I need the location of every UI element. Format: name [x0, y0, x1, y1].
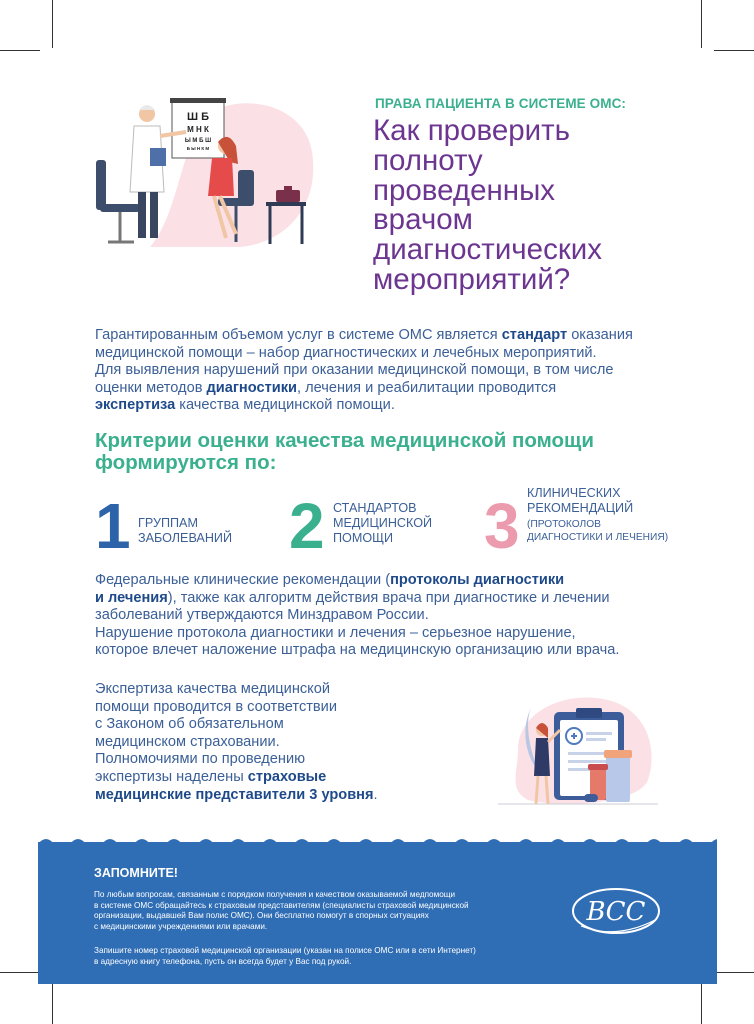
section-kicker: ПРАВА ПАЦИЕНТА В СИСТЕМЕ ОМС: [375, 96, 627, 111]
vss-logo [569, 882, 663, 940]
title-line: врачом [373, 203, 473, 237]
eye-chart-row-2: М Н К [187, 125, 209, 134]
crop-mark [52, 0, 53, 48]
text-line: Экспертиза качества медицинской [95, 681, 330, 697]
banner-heading: ЗАПОМНИТЕ! [94, 866, 178, 880]
text: оценки методов [95, 379, 207, 396]
text: ), также как алгоритм действия врача при диагностике и лечении [167, 589, 610, 606]
expertise-paragraph [95, 681, 378, 804]
text: , лечения и реабилитации проводится [296, 379, 557, 396]
criteria-label: СТАНДАРТОВ МЕДИЦИНСКОЙ ПОМОЩИ [333, 501, 433, 545]
text-line: медицинском страховании. [95, 733, 280, 750]
bold-text: и лечения [95, 589, 168, 606]
title-line: мероприятий? [373, 262, 571, 296]
doctor-eye-exam-illustration [90, 92, 320, 252]
text-line: помощи проводится в соответствии [95, 698, 337, 715]
federal-paragraph [95, 572, 619, 660]
crop-mark [701, 0, 702, 48]
text: Гарантированным объемом услуг в системе ОМС является [95, 327, 502, 343]
crop-mark [714, 972, 754, 973]
text: качества медицинской помощи. [175, 397, 395, 414]
intro-paragraph [95, 327, 633, 415]
title-line: полноту [373, 143, 483, 177]
crop-mark [0, 972, 40, 973]
eye-chart-row-4: Б Ы Н К М [186, 146, 210, 151]
text: Федеральные клинические рекомендации ( [95, 572, 391, 588]
text-line: которое влечет наложение штрафа на медицинскую организацию или врача. [95, 642, 620, 659]
criteria-number: 2 [289, 490, 325, 562]
text: экспертизы наделены [95, 768, 248, 785]
criteria-item-3 [484, 486, 684, 562]
criteria-label: КЛИНИЧЕСКИХ РЕКОМЕНДАЦИЙ (ПРОТОКОЛОВ ДИАГНОСТИКИ И ЛЕЧЕНИЯ) [527, 486, 669, 543]
bold-text: медицинские представители 3 уровня [95, 786, 374, 803]
bold-text: протоколы диагностики [390, 572, 565, 588]
clipboard-illustration [498, 690, 658, 810]
criteria-item-2 [289, 490, 469, 562]
banner-body [38, 842, 717, 984]
banner-paragraph-2: Запишите номер страховой медицинской организации (указан на полисе ОМС или в сети Интернет) в адресную книгу телефона, пусть он всегда будет у Вас под рукой. [94, 946, 476, 966]
text-line: с Законом об обязательном [95, 716, 284, 733]
title-line: Как проверить [373, 114, 570, 147]
crop-mark [714, 50, 754, 51]
heading-line: Критерии оценки качества медицинской помощи [95, 429, 594, 452]
title-line: проведенных [373, 173, 556, 207]
text-line: Для выявления нарушений при оказании медицинской помощи, в том числе [95, 362, 614, 379]
banner-paragraph-1: По любым вопросам, связанным с порядком получения и качеством оказываемой медпомощи в системе ОМС обращайтесь к страховым представителям (специалисты страховой медицинской организации, выдавшей Вам полис ОМС). Они бесплатно помогут в спорных ситуациях с медицинскими учреждениями или врачами. [94, 890, 469, 931]
text-line: медицинской помощи – набор диагностических и лечебных мероприятий. [95, 344, 597, 361]
criteria-item-1 [95, 490, 275, 562]
text: оказания [567, 327, 633, 343]
heading-line: формируются по: [95, 451, 277, 474]
text-line: Полномочиями по проведению [95, 751, 306, 768]
page-title [373, 116, 733, 295]
criteria-label: ГРУППАМ ЗАБОЛЕВАНИЙ [138, 516, 233, 545]
text: . [373, 786, 378, 803]
text-line: Нарушение протокола диагностики и лечения – серьезное нарушение, [95, 624, 576, 641]
criteria-heading [95, 430, 594, 474]
title-line: диагностических [373, 233, 602, 267]
remember-banner [38, 832, 717, 984]
logo-text: ВСС [586, 897, 646, 927]
crop-mark [0, 50, 40, 51]
bold-text: стандарт [501, 327, 568, 343]
criteria-number: 3 [484, 490, 520, 562]
eye-chart-row-1: Ш Б [186, 111, 210, 123]
bold-text: страховые [247, 768, 327, 785]
bold-text: диагностики [206, 379, 297, 396]
bold-text: экспертиза [95, 397, 176, 414]
text-line: заболеваний утверждаются Минздравом России. [95, 607, 429, 624]
criteria-number: 1 [95, 490, 131, 562]
eye-chart-row-3: Ы М Б Ш [184, 138, 212, 144]
